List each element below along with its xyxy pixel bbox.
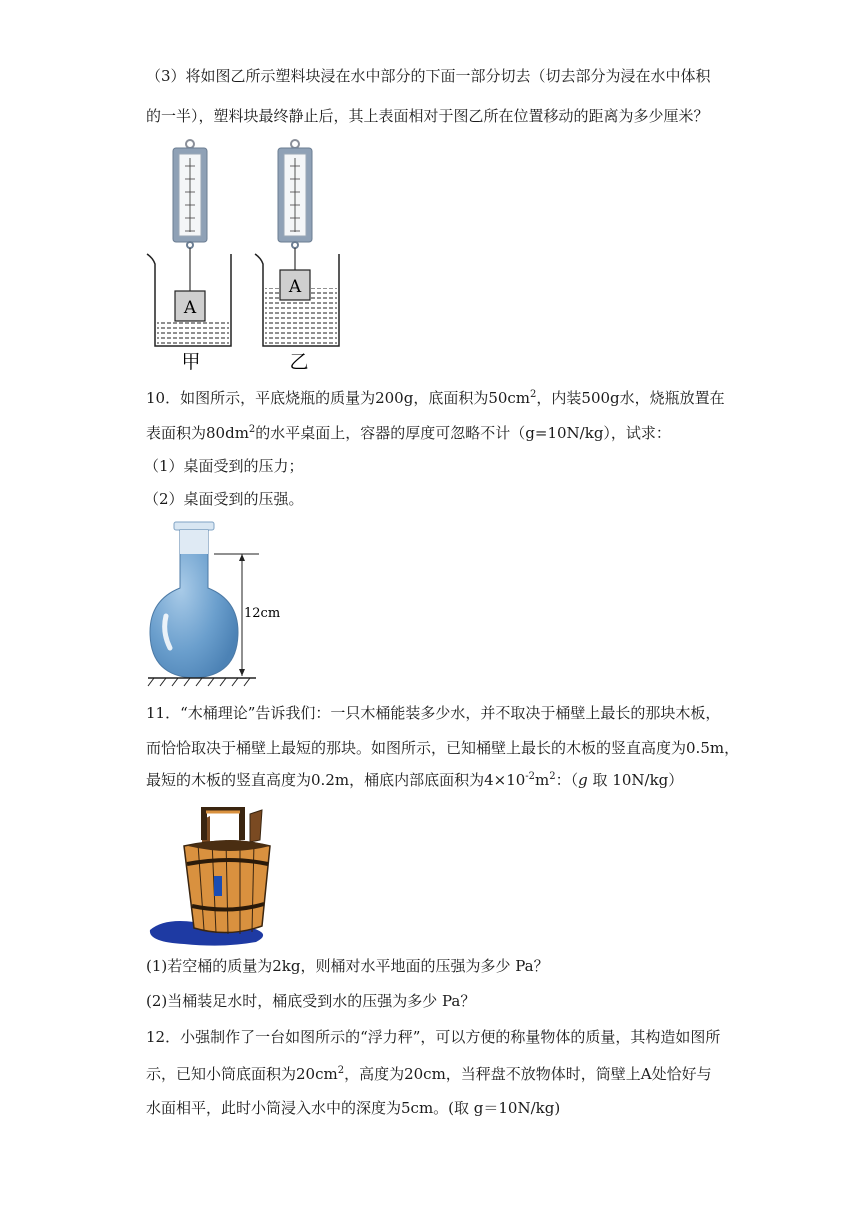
beaker-right [255,254,339,346]
wooden-bucket-figure [144,806,274,948]
q11-sub2: (2)当桶装足水时，桶底受到水的压强为多少 Pa？ [146,992,476,1010]
caption-jia: 甲 [181,351,201,373]
q12-line1: 12．小强制作了一台如图所示的“浮力秤”，可以方便的称量物体的质量，其构造如图所 [146,1028,721,1046]
spring-scale-left [173,140,207,291]
spring-scale-right [278,140,312,270]
q12-line3: 水面相平，此时小筒浸入水中的深度为5cm。(取 g＝10N/kg) [146,1099,561,1117]
q11-line3: 最短的木板的竖直高度为0.2m，桶底内部底面积为$4\times 10^{-2}m^2$：（g 取 10N/kg） [146,771,684,789]
q11-line1: 11．“木桶理论”告诉我们：一只木桶能装多少水，并不取决于桶壁上最长的那块木板， [146,704,721,722]
q10-line2: 表面积为$80dm^2$的水平桌面上，容器的厚度可忽略不计（g=10N/kg），试求： [146,424,671,442]
q10-sub2: （2）桌面受到的压强。 [144,490,304,508]
svg-text:A: A [288,277,302,297]
q11-sub1: (1)若空桶的质量为2kg，则桶对水平地面的压强为多少 Pa？ [146,957,549,975]
svg-text:A: A [183,298,197,318]
flask-height-label: 12cm [244,606,281,621]
flask-figure [144,520,281,690]
q9-part3-line1: （3）将如图乙所示塑料块浸在水中部分的下面一部分切去（切去部分为浸在水中体积 [146,67,711,85]
q12-line2: 示，已知小筒底面积为$20cm^2$，高度为20cm，当秤盘不放物体时，筒壁上A处恰好与 [146,1065,712,1083]
q11-line2: 而恰恰取决于桶壁上最短的那块。如图所示，已知桶壁上最长的木板的竖直高度为0.5m， [146,739,740,757]
caption-yi: 乙 [289,351,309,373]
beaker-left [147,254,231,346]
spring-scale-figure [143,136,403,372]
q10-sub1: （1）桌面受到的压力； [144,457,304,475]
q10-line1: 10．如图所示，平底烧瓶的质量为200g，底面积为$50cm^2$，内装500g水，烧瓶放置在 [146,389,725,407]
q9-part3-line2: 的一半），塑料块最终静止后，其上表面相对于图乙所在位置移动的距离为多少厘米？ [146,107,709,125]
